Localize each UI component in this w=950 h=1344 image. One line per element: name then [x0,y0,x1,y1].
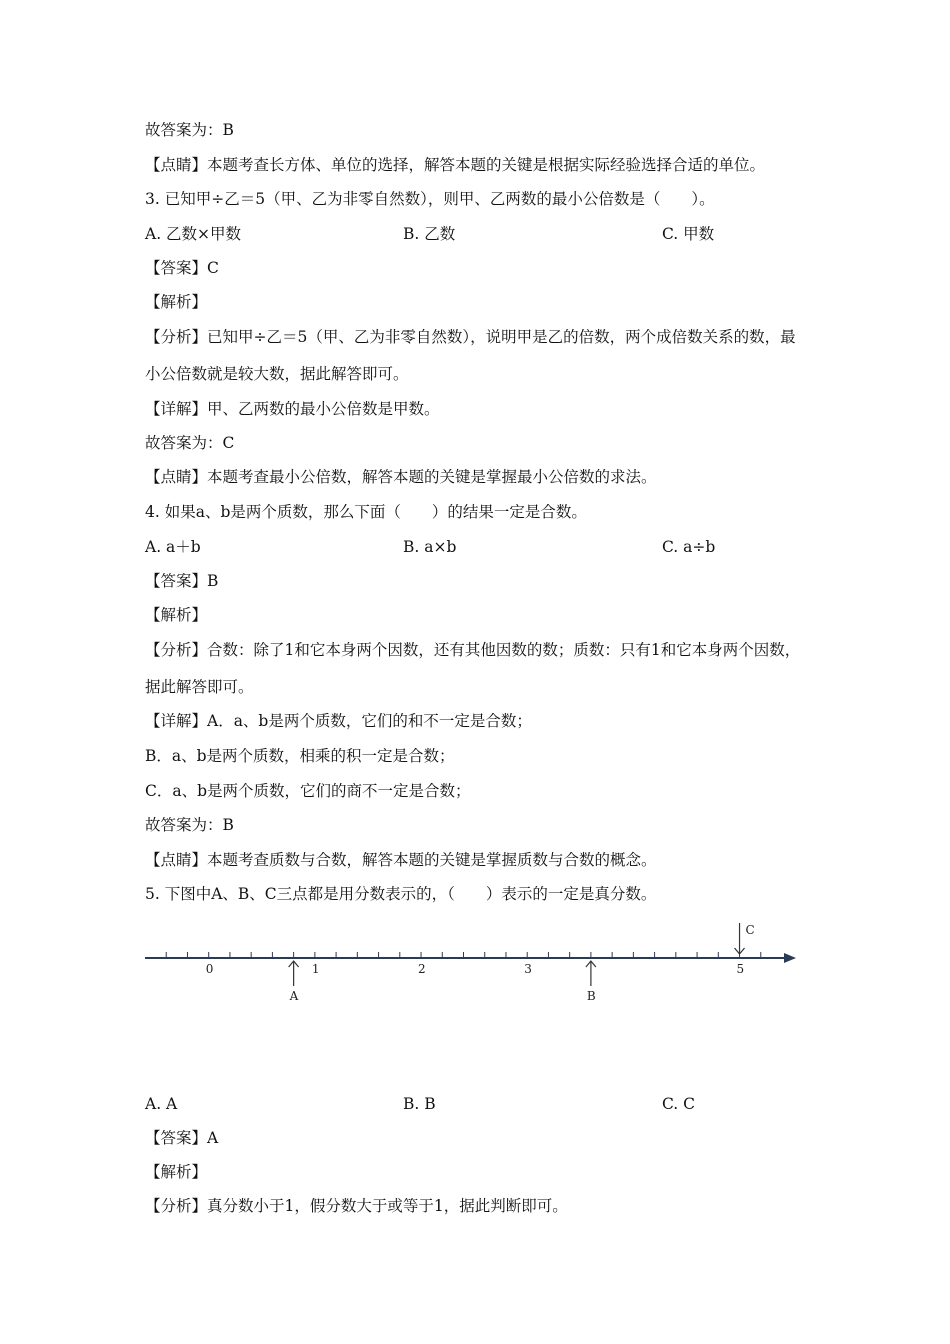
question-4: 4. 如果a、b是两个质数，那么下面（ ）的结果一定是合数。 [145,503,587,521]
q3-answer: 【答案】C [145,259,219,277]
comment-q2: 【点睛】本题考查长方体、单位的选择，解答本题的关键是根据实际经验选择合适的单位。 [145,156,766,174]
point-b-label: B [586,989,596,1003]
q3-option-a: A. 乙数×甲数 [145,225,242,243]
q3-analysis-line1: 【分析】已知甲÷乙＝5（甲、乙为非零自然数），说明甲是乙的倍数，两个成倍数关系的数，最 [145,328,796,346]
tick-label-3: 3 [524,962,532,976]
q4-option-a: A. a＋b [145,538,201,556]
number-line-arrowhead [784,953,796,963]
point-c-marker [735,923,755,954]
q4-detail-line2: B．a、b是两个质数，相乘的积一定是合数； [145,747,455,765]
point-a-label: A [289,989,299,1003]
q3-comment: 【点睛】本题考查最小公倍数，解答本题的关键是掌握最小公倍数的求法。 [145,468,657,486]
q3-option-c: C. 甲数 [662,225,715,243]
q5-option-b: B. B [403,1095,436,1113]
tick-label-2: 2 [418,962,426,976]
q4-detail-line3: C．a、b是两个质数，它们的商不一定是合数； [145,782,471,800]
q4-answer: 【答案】B [145,572,219,590]
q4-analysis-line1: 【分析】合数：除了1和它本身两个因数，还有其他因数的数；质数：只有1和它本身两个因数， [145,641,801,659]
q4-comment: 【点睛】本题考查质数与合数，解答本题的关键是掌握质数与合数的概念。 [145,851,657,869]
q5-answer: 【答案】A [145,1129,219,1147]
q4-option-b: B. a×b [403,538,457,556]
q5-option-a: A. A [145,1095,178,1113]
point-c-label: C [745,923,755,937]
tick-label-0: 0 [205,962,214,976]
q3-final-answer: 故答案为：C [145,434,235,452]
q4-explanation-heading: 【解析】 [145,606,208,624]
point-b-marker [586,961,596,1003]
q5-option-c: C. C [662,1095,696,1113]
q3-option-b: B. 乙数 [403,225,456,243]
q4-final-answer: 故答案为：B [145,816,234,834]
q4-option-c: C. a÷b [662,538,716,556]
q3-explanation-heading: 【解析】 [145,293,208,311]
question-5: 5. 下图中A、B、C三点都是用分数表示的，（ ）表示的一定是真分数。 [145,885,657,903]
number-line-figure [140,918,810,1008]
q4-detail-line1: 【详解】A．a、b是两个质数，它们的和不一定是合数； [145,712,532,730]
q3-detail: 【详解】甲、乙两数的最小公倍数是甲数。 [145,400,440,418]
q5-analysis: 【分析】真分数小于1，假分数大于或等于1，据此判断即可。 [145,1197,568,1215]
tick-label-5: 5 [736,962,745,976]
q5-explanation-heading: 【解析】 [145,1163,208,1181]
q4-analysis-line2: 据此解答即可。 [145,678,254,696]
answer-line-q2: 故答案为：B [145,121,234,139]
point-a-marker [289,961,299,1003]
q3-analysis-line2: 小公倍数就是较大数，据此解答即可。 [145,365,409,383]
tick-label-1: 1 [311,962,320,976]
question-3: 3. 已知甲÷乙＝5（甲、乙为非零自然数），则甲、乙两数的最小公倍数是（ ）。 [145,190,715,208]
